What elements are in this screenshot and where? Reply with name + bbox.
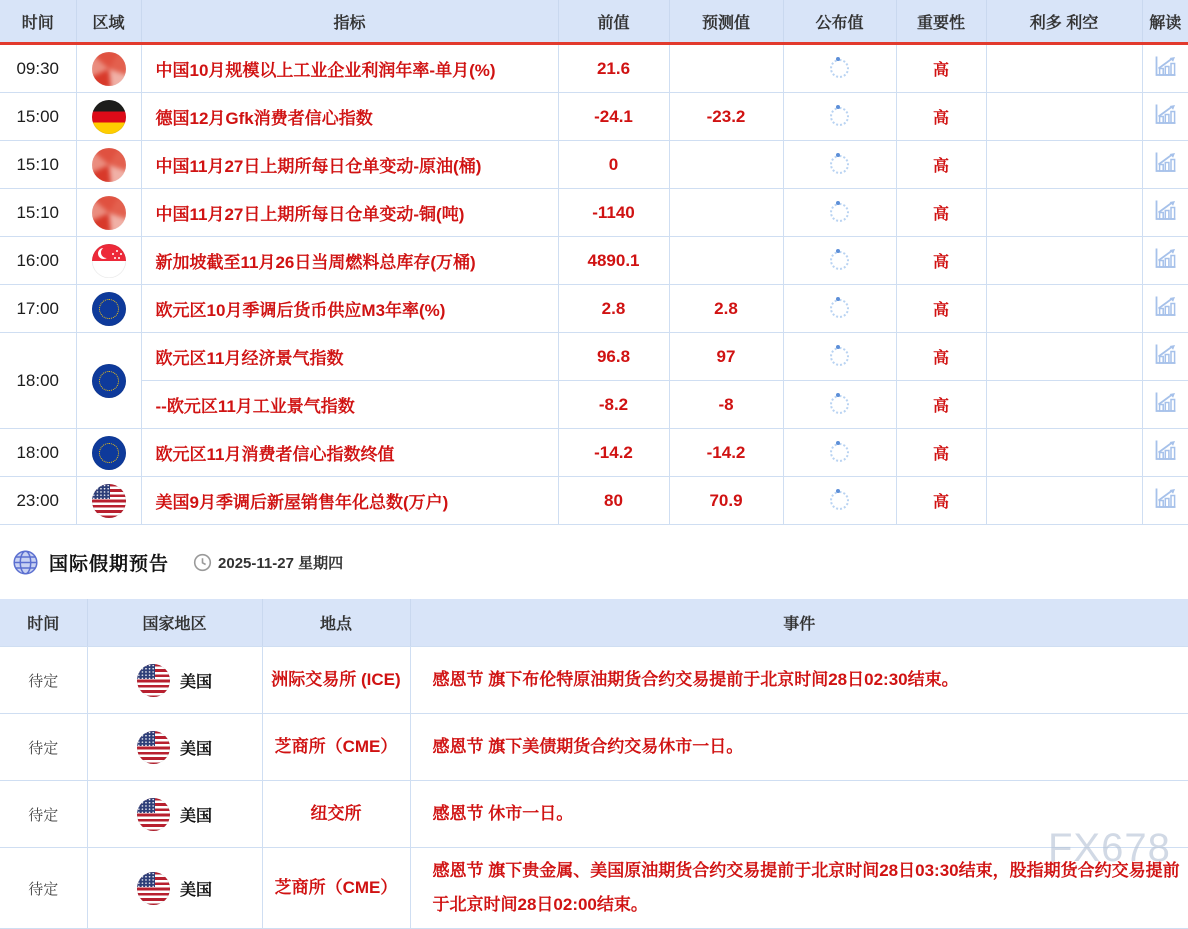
previous-value-cell: -8.2: [558, 381, 669, 429]
holiday-location-cell: 芝商所（CME）: [262, 714, 410, 781]
chart-detail-icon[interactable]: [1152, 437, 1178, 463]
holiday-country-cell: [87, 647, 262, 714]
calendar-column-header: 前值: [558, 0, 669, 44]
region-cell: [76, 93, 141, 141]
published-value-cell: [783, 333, 896, 381]
forecast-value-cell: -8: [669, 381, 783, 429]
chart-cell[interactable]: [1142, 189, 1188, 237]
time-cell: 16:00: [0, 237, 76, 285]
time-cell: 17:00: [0, 285, 76, 333]
bias-cell: [986, 381, 1142, 429]
indicator-cell[interactable]: 欧元区10月季调后货币供应M3年率(%): [141, 285, 558, 333]
calendar-row: [0, 189, 1188, 237]
chart-cell[interactable]: [1142, 429, 1188, 477]
germany-flag-icon: [92, 100, 126, 134]
clock-icon: [193, 553, 212, 572]
holiday-country-cell: [87, 714, 262, 781]
forecast-value-cell: 70.9: [669, 477, 783, 525]
holiday-event-cell: 感恩节 旗下布伦特原油期货合约交易提前于北京时间28日02:30结束。: [410, 647, 1188, 714]
importance-cell: 高: [896, 237, 986, 285]
country-wrap: [92, 798, 258, 831]
holiday-date: 2025-11-27 星期四: [218, 554, 344, 572]
previous-value-cell: 2.8: [558, 285, 669, 333]
loading-spinner-icon: [830, 251, 849, 270]
importance-cell: 高: [896, 429, 986, 477]
country-wrap: [92, 872, 258, 905]
time-cell: 18:00: [0, 429, 76, 477]
holiday-location-cell: 芝商所（CME）: [262, 848, 410, 929]
chart-cell[interactable]: [1142, 477, 1188, 525]
eu-flag-icon: [92, 292, 126, 326]
indicator-cell[interactable]: --欧元区11月工业景气指数: [141, 381, 558, 429]
holiday-row: [0, 714, 1188, 781]
importance-cell: 高: [896, 141, 986, 189]
bias-cell: [986, 189, 1142, 237]
chart-detail-icon[interactable]: [1152, 389, 1178, 415]
globe-icon: [12, 549, 39, 576]
importance-cell: 高: [896, 381, 986, 429]
calendar-header-row: [0, 0, 1188, 44]
forecast-value-cell: [669, 141, 783, 189]
indicator-cell[interactable]: 德国12月Gfk消费者信心指数: [141, 93, 558, 141]
calendar-row: [0, 237, 1188, 285]
bias-cell: [986, 333, 1142, 381]
previous-value-cell: -24.1: [558, 93, 669, 141]
importance-cell: 高: [896, 477, 986, 525]
calendar-column-header: 公布值: [783, 0, 896, 44]
calendar-row: [0, 141, 1188, 189]
previous-value-cell: 96.8: [558, 333, 669, 381]
region-cell: [76, 237, 141, 285]
importance-cell: 高: [896, 93, 986, 141]
time-cell: 15:00: [0, 93, 76, 141]
time-cell: 23:00: [0, 477, 76, 525]
chart-detail-icon[interactable]: [1152, 245, 1178, 271]
forecast-value-cell: -14.2: [669, 429, 783, 477]
holiday-time-cell: 待定: [0, 714, 87, 781]
holiday-event-cell: 感恩节 旗下美债期货合约交易休市一日。: [410, 714, 1188, 781]
importance-cell: 高: [896, 333, 986, 381]
bias-cell: [986, 429, 1142, 477]
calendar-row: [0, 477, 1188, 525]
country-wrap: [92, 664, 258, 697]
bias-cell: [986, 237, 1142, 285]
chart-cell[interactable]: [1142, 381, 1188, 429]
calendar-column-header: 预测值: [669, 0, 783, 44]
holiday-row: [0, 647, 1188, 714]
holiday-column-header: 国家地区: [87, 599, 262, 647]
time-cell: 18:00: [0, 333, 76, 429]
country-label: 美国: [179, 740, 212, 758]
holiday-row: [0, 848, 1188, 929]
chart-cell[interactable]: [1142, 237, 1188, 285]
previous-value-cell: 4890.1: [558, 237, 669, 285]
region-cell: [76, 141, 141, 189]
time-cell: 15:10: [0, 189, 76, 237]
holiday-time-cell: 待定: [0, 647, 87, 714]
published-value-cell: [783, 237, 896, 285]
us-flag-icon: [137, 731, 170, 764]
importance-cell: 高: [896, 285, 986, 333]
importance-cell: 高: [896, 189, 986, 237]
previous-value-cell: -1140: [558, 189, 669, 237]
holiday-date-wrap: [193, 552, 343, 573]
loading-spinner-icon: [830, 299, 849, 318]
loading-spinner-icon: [830, 59, 849, 78]
region-cell: [76, 285, 141, 333]
indicator-cell[interactable]: 欧元区11月消费者信心指数终值: [141, 429, 558, 477]
indicator-cell[interactable]: 新加坡截至11月26日当周燃料总库存(万桶): [141, 237, 558, 285]
bias-cell: [986, 93, 1142, 141]
bias-cell: [986, 285, 1142, 333]
chart-cell[interactable]: [1142, 93, 1188, 141]
loading-spinner-icon: [830, 203, 849, 222]
chart-detail-icon[interactable]: [1152, 197, 1178, 223]
loading-spinner-icon: [830, 395, 849, 414]
published-value-cell: [783, 285, 896, 333]
indicator-cell[interactable]: 中国10月规模以上工业企业利润年率-单月(%): [141, 44, 558, 93]
calendar-column-header: 利多 利空: [986, 0, 1142, 44]
holiday-header-row: [0, 599, 1188, 647]
published-value-cell: [783, 44, 896, 93]
calendar-row: [0, 429, 1188, 477]
us-flag-icon: [137, 798, 170, 831]
holiday-country-cell: [87, 781, 262, 848]
calendar-column-header: 解读: [1142, 0, 1188, 44]
calendar-column-header: 重要性: [896, 0, 986, 44]
holiday-event-cell: 感恩节 休市一日。: [410, 781, 1188, 848]
loading-spinner-icon: [830, 347, 849, 366]
published-value-cell: [783, 429, 896, 477]
country-label: 美国: [179, 881, 212, 899]
country-label: 美国: [179, 673, 212, 691]
forecast-value-cell: [669, 44, 783, 93]
china-flag-icon: [92, 196, 126, 230]
calendar-row: [0, 381, 1188, 429]
watermark: FX678: [1048, 826, 1171, 870]
published-value-cell: [783, 477, 896, 525]
us-flag-icon: [137, 664, 170, 697]
indicator-cell[interactable]: 美国9月季调后新屋销售年化总数(万户): [141, 477, 558, 525]
holiday-event-cell: 感恩节 旗下贵金属、美国原油期货合约交易提前于北京时间28日03:30结束，股指期货合约交易提前于北京时间28日02:00结束。: [410, 848, 1188, 929]
published-value-cell: [783, 189, 896, 237]
calendar-row: [0, 333, 1188, 381]
previous-value-cell: -14.2: [558, 429, 669, 477]
indicator-cell[interactable]: 欧元区11月经济景气指数: [141, 333, 558, 381]
holiday-section-title: 国际假期预告: [49, 553, 170, 575]
chart-cell[interactable]: [1142, 333, 1188, 381]
chart-detail-icon[interactable]: [1152, 149, 1178, 175]
eu-flag-icon: [92, 364, 126, 398]
forecast-value-cell: [669, 237, 783, 285]
indicator-cell[interactable]: 中国11月27日上期所每日仓单变动-铜(吨): [141, 189, 558, 237]
loading-spinner-icon: [830, 491, 849, 510]
holiday-column-header: 时间: [0, 599, 87, 647]
time-cell: 09:30: [0, 44, 76, 93]
holiday-time-cell: 待定: [0, 781, 87, 848]
chart-cell[interactable]: [1142, 141, 1188, 189]
singapore-flag-icon: [92, 244, 126, 278]
eu-flag-icon: [92, 436, 126, 470]
published-value-cell: [783, 381, 896, 429]
bias-cell: [986, 44, 1142, 93]
loading-spinner-icon: [830, 107, 849, 126]
time-cell: 15:10: [0, 141, 76, 189]
china-flag-icon: [92, 148, 126, 182]
calendar-column-header: 时间: [0, 0, 76, 44]
bias-cell: [986, 477, 1142, 525]
forecast-value-cell: 2.8: [669, 285, 783, 333]
calendar-column-header: 区域: [76, 0, 141, 44]
previous-value-cell: 0: [558, 141, 669, 189]
chart-detail-icon[interactable]: [1152, 341, 1178, 367]
country-label: 美国: [179, 807, 212, 825]
loading-spinner-icon: [830, 155, 849, 174]
holiday-time-cell: 待定: [0, 848, 87, 929]
forecast-value-cell: -23.2: [669, 93, 783, 141]
previous-value-cell: 80: [558, 477, 669, 525]
chart-detail-icon[interactable]: [1152, 485, 1178, 511]
holiday-section-header: [0, 525, 1188, 599]
holiday-location-cell: 纽交所: [262, 781, 410, 848]
region-cell: [76, 477, 141, 525]
holiday-row: [0, 781, 1188, 848]
region-cell: [76, 189, 141, 237]
region-cell: [76, 429, 141, 477]
bias-cell: [986, 141, 1142, 189]
previous-value-cell: 21.6: [558, 44, 669, 93]
published-value-cell: [783, 141, 896, 189]
forecast-value-cell: [669, 189, 783, 237]
forecast-value-cell: 97: [669, 333, 783, 381]
holiday-location-cell: 洲际交易所 (ICE): [262, 647, 410, 714]
calendar-row: [0, 285, 1188, 333]
chart-detail-icon[interactable]: [1152, 293, 1178, 319]
published-value-cell: [783, 93, 896, 141]
chart-cell[interactable]: [1142, 285, 1188, 333]
region-cell: [76, 333, 141, 429]
us-flag-icon: [137, 872, 170, 905]
indicator-cell[interactable]: 中国11月27日上期所每日仓单变动-原油(桶): [141, 141, 558, 189]
loading-spinner-icon: [830, 443, 849, 462]
region-cell: [76, 44, 141, 93]
holiday-country-cell: [87, 848, 262, 929]
importance-cell: 高: [896, 44, 986, 93]
country-wrap: [92, 731, 258, 764]
holiday-table: [0, 599, 1188, 929]
calendar-column-header: 指标: [141, 0, 558, 44]
china-flag-icon: [92, 52, 126, 86]
calendar-row: [0, 93, 1188, 141]
chart-cell[interactable]: [1142, 44, 1188, 93]
calendar-row: [0, 44, 1188, 93]
us-flag-icon: [92, 484, 126, 518]
chart-detail-icon[interactable]: [1152, 101, 1178, 127]
holiday-column-header: 地点: [262, 599, 410, 647]
chart-detail-icon[interactable]: [1152, 53, 1178, 79]
holiday-column-header: 事件: [410, 599, 1188, 647]
